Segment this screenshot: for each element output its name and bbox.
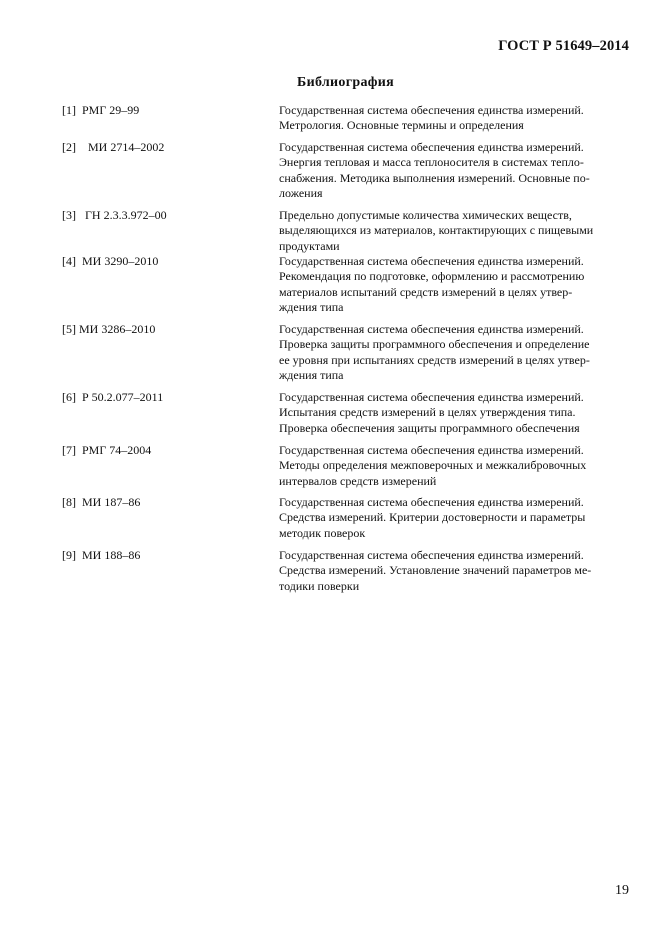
entry-description-line: Государственная система обеспечения единства измерений. [279,495,584,509]
entry-description-line: Государственная система обеспечения единства измерений. [279,548,584,562]
page-number: 19 [615,883,629,898]
entry-description-line: ее уровня при испытаниях средств измерений в целях утвер- [279,352,590,367]
entry-description-line: Средства измерений. Установление значений параметров ме- [279,563,592,578]
standard-code-header: ГОСТ Р 51649–2014 [498,38,629,54]
entry-description [279,390,629,436]
entry-description-line: Государственная система обеспечения единства измерений. [279,254,584,268]
entry-description [279,322,629,383]
entry-description [279,208,629,254]
entry-description-line: интервалов средств измерений [279,473,437,488]
entry-description-line: Государственная система обеспечения единства измерений. [279,103,584,117]
entry-description-line: материалов испытаний средств измерений в целях утвер- [279,284,573,299]
entry-description-line: Рекомендация по подготовке, оформлению и рассмотрению [279,269,585,284]
entry-reference: [8] МИ 187–86 [62,495,141,509]
entry-reference: [5] МИ 3286–2010 [62,322,156,336]
entry-reference: [2] МИ 2714–2002 [62,140,165,154]
entry-description [279,548,629,594]
entry-reference: [4] МИ 3290–2010 [62,254,159,268]
entry-description-line: ложения [279,185,323,200]
entry-reference: [9] МИ 188–86 [62,548,141,562]
entry-reference: [1] РМГ 29–99 [62,103,140,117]
entry-description-line: снабжения. Методика выполнения измерений. Основные по- [279,170,590,185]
entry-description-line: продуктами [279,238,340,253]
entry-description-line: Методы определения межповерочных и межкалибровочных [279,458,587,473]
entry-description-line: Государственная система обеспечения единства измерений. [279,322,584,336]
entry-description [279,254,629,315]
entry-description-line: тодики поверки [279,578,360,593]
entry-description [279,495,629,541]
entry-description-line: Энергия тепловая и масса теплоносителя в системах тепло- [279,155,584,170]
entry-description-line: Проверка обеспечения защиты программного обеспечения [279,420,580,435]
entry-description-line: выделяющихся из материалов, контактирующих с пищевыми [279,223,594,238]
entry-reference: [6] Р 50.2.077–2011 [62,390,164,404]
entry-description-line: методик поверок [279,525,366,540]
entry-reference: [3] ГН 2.3.3.972–00 [62,208,167,222]
entry-description-line: ждения типа [279,299,344,314]
bibliography-title: Библиография [297,75,394,90]
entry-description-line: Государственная система обеспечения единства измерений. [279,390,584,404]
entry-description-line: ждения типа [279,367,344,382]
entry-description [279,140,629,201]
entry-description-line: Средства измерений. Критерии достоверности и параметры [279,510,586,525]
entry-description-line: Проверка защиты программного обеспечения и определение [279,337,590,352]
entry-description-line: Предельно допустимые количества химических веществ, [279,208,572,222]
entry-description [279,443,629,489]
entry-description-line: Государственная система обеспечения единства измерений. [279,140,584,154]
entry-description-line: Государственная система обеспечения единства измерений. [279,443,584,457]
entry-description [279,103,629,134]
entry-reference: [7] РМГ 74–2004 [62,443,152,457]
entry-description-line: Метрология. Основные термины и определения [279,118,524,133]
entry-description-line: Испытания средств измерений в целях утверждения типа. [279,405,576,420]
